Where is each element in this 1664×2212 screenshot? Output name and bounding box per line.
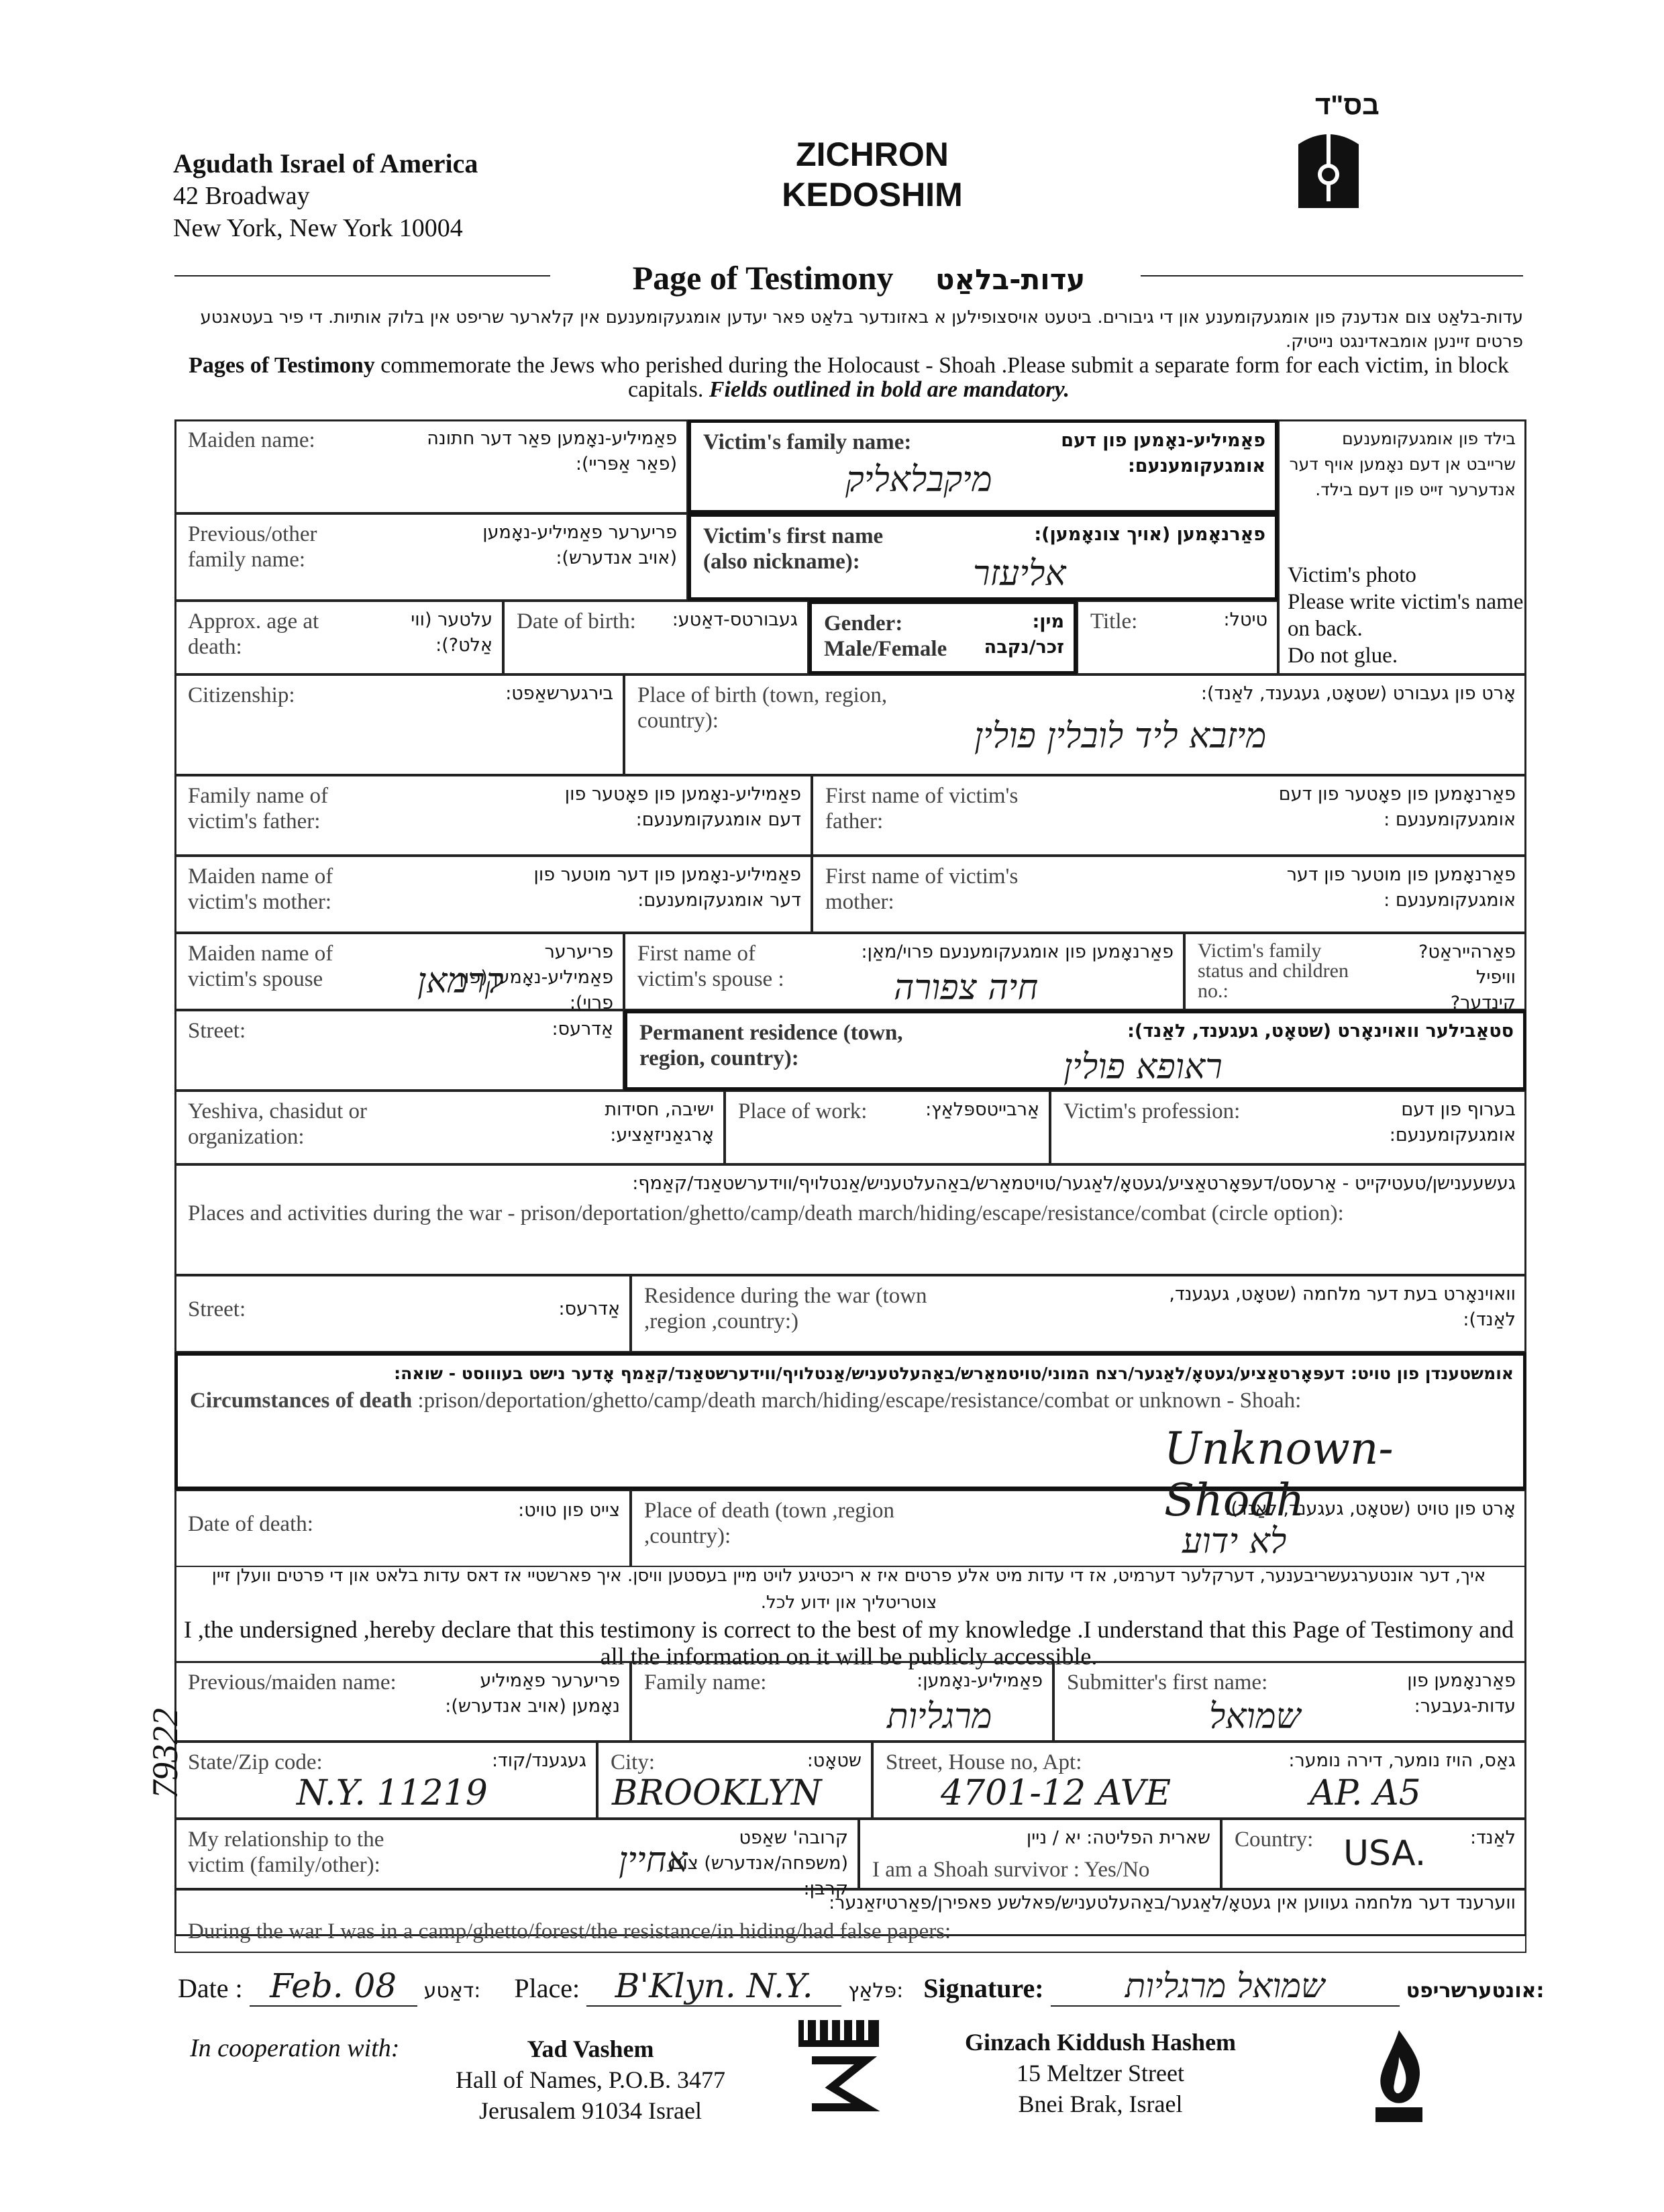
father-first-label-he: פאַרנאָמען פון פאָטער פון דעם אומגעקומענעם :: [1278, 784, 1516, 830]
project-title-line1: ZICHRON: [796, 136, 949, 173]
handwritten-number: 79322: [145, 1708, 185, 1799]
declaration-en: I ,the undersigned ,hereby declare that this testimony is correct to the best of my knowledge .I understand that this Page of Testimony and all the information on it will be publicly accessible.: [183, 1616, 1514, 1670]
submitter-family-label-he: פאַמיליע-נאָמען:: [917, 1670, 1043, 1691]
submitter-prev-label-he: פריערער פאַמיליע נאָמען (אויב אנדערש):: [445, 1670, 620, 1717]
spouse-first-value: חיה צפורה: [894, 968, 1039, 1008]
maiden-name-label: Maiden name:: [188, 428, 315, 452]
yad-vashem-block: [443, 2033, 738, 2126]
cooperation-label: In cooperation with:: [190, 2034, 400, 2062]
date-label-he: דאַטע:: [423, 1979, 481, 2003]
state-zip-label: State/Zip code:: [188, 1750, 323, 1774]
signature-value[interactable]: שמואל מרגליות: [1051, 1966, 1400, 2007]
war-street-field[interactable]: [174, 1275, 631, 1352]
submitter-street-label: Street, House no, Apt:: [886, 1750, 1082, 1774]
submitter-war-field[interactable]: [174, 1889, 1526, 1953]
submitter-war-label: During the war I was in a camp/ghetto/forest/the resistance/in hiding/had false papers:: [188, 1919, 951, 1944]
place-of-work-field[interactable]: [725, 1091, 1050, 1164]
date-label: Date :: [178, 1973, 243, 2003]
state-zip-label-he: געגענד/קוד:: [491, 1750, 586, 1771]
intro-text: [174, 305, 1523, 402]
prev-family-label-he: פריערער פאַמיליע-נאָמען (אויב אנדערש):: [482, 522, 677, 568]
prev-family-label: Previous/other family name:: [188, 522, 317, 572]
relationship-value: אחיין: [619, 1840, 688, 1880]
submitter-street-field[interactable]: [872, 1742, 1526, 1819]
place-value[interactable]: B'Klyn. N.Y.: [586, 1966, 841, 2007]
pob-label-he: אָרט פון געבורט (שטאָט, געגענד, לאַנד):: [1200, 683, 1516, 704]
pob-value: מיזבא ליד לובלין פולין: [974, 716, 1267, 756]
war-street-label-he: אַדרעס:: [558, 1299, 620, 1319]
submitter-prev-name-field[interactable]: [174, 1661, 631, 1742]
spouse-first-name-field[interactable]: [624, 933, 1184, 1010]
country-field[interactable]: [1221, 1819, 1526, 1889]
father-family-name-field[interactable]: [174, 775, 812, 856]
country-value: USA.: [1343, 1833, 1426, 1874]
city-value: BROOKLYN: [612, 1773, 822, 1813]
mother-first-name-field[interactable]: [812, 856, 1526, 933]
place-of-birth-field[interactable]: [624, 674, 1526, 775]
mother-first-label-he: פאַרנאָמען פון מוטער פון דער אומגעקומענעם :: [1286, 864, 1516, 911]
org-address-1: 42 Broadway: [173, 182, 310, 210]
yv-addr-1: Hall of Names, P.O.B. 3477: [456, 2066, 725, 2093]
intro-mandatory: Fields outlined in bold are mandatory.: [709, 377, 1070, 402]
circ-label: [190, 1388, 1518, 1413]
family-status-label-he: פאַרהייראַט? וויפיל קינדער?: [1418, 942, 1516, 1013]
street-label: Street:: [188, 1019, 246, 1043]
city-label: City:: [611, 1750, 656, 1774]
dob-label: Date of birth:: [517, 609, 636, 634]
place-of-death-field[interactable]: [631, 1490, 1526, 1567]
yv-addr-2: Jerusalem 91034 Israel: [479, 2097, 702, 2124]
profession-label-he: בערוף פון דעם אומגעקומענעם:: [1389, 1099, 1516, 1146]
relationship-field[interactable]: [174, 1819, 859, 1899]
first-name-label-he: פאַרנאָמען (אויך צונאָמען):: [1034, 524, 1265, 545]
survivor-field[interactable]: [859, 1819, 1221, 1889]
dod-label: Date of death:: [188, 1512, 313, 1536]
survivor-label: I am a Shoah survivor : Yes/No: [872, 1858, 1150, 1882]
gender-field[interactable]: [809, 601, 1077, 674]
victim-family-label-he: פאַמיליע-נאָמען פון דעם אומגעקומענעם:: [1061, 430, 1265, 476]
title-label: Title:: [1090, 609, 1138, 634]
maiden-name-label-he: פאַמיליע-נאָמען פאַר דער חתונה (פאַר אַפּריי):: [427, 428, 677, 474]
ginzach-block: [953, 2027, 1248, 2119]
submitter-family-value: מרגליות: [887, 1697, 992, 1737]
permanent-residence-field[interactable]: [624, 1010, 1526, 1091]
pod-value: לא ידוע: [1182, 1521, 1287, 1562]
war-street-label: Street:: [188, 1297, 246, 1321]
title-row: [174, 258, 1523, 299]
victim-family-name-field[interactable]: [688, 419, 1278, 513]
father-family-label: Family name of victim's father:: [188, 784, 328, 834]
perm-res-value: ראופא פולין: [1063, 1047, 1223, 1087]
submitter-first-label-he: פאַרנאָמען פון עדות-געבער:: [1407, 1670, 1516, 1717]
title-rule-right: [1141, 275, 1523, 276]
victim-first-name-field[interactable]: [688, 513, 1278, 601]
intro-hebrew: עדות-בלאַט צום אנדענק פון אומגעקומענע און די גיבורים. ביטעט אויסצופילען א באזונדער בלאַט פאר יעדען אומגעקומענעם אין קלארער שריפט אין בלוק אותיות. די פיר בעטאנטע פרטים זיינען אומבאדינגט נייטיק.: [200, 307, 1523, 352]
photo-instructions-en: [1288, 562, 1525, 669]
yeshiva-field[interactable]: [174, 1091, 725, 1164]
submitter-family-name-field[interactable]: [631, 1661, 1053, 1742]
gk-name: Ginzach Kiddush Hashem: [964, 2029, 1237, 2056]
first-name-value: אליעזר: [973, 554, 1066, 594]
submitter-family-label: Family name:: [644, 1670, 767, 1695]
profession-field[interactable]: [1050, 1091, 1526, 1164]
victim-family-value: מיקבלאליק: [845, 460, 992, 500]
work-label: Place of work:: [738, 1099, 868, 1123]
spouse-first-label: First name of victim's spouse :: [637, 942, 784, 991]
mother-maiden-label: Maiden name of victim's mother:: [188, 864, 333, 914]
project-title-line2: KEDOSHIM: [782, 176, 963, 213]
father-first-name-field[interactable]: [812, 775, 1526, 856]
war-places-field[interactable]: [174, 1164, 1526, 1275]
perm-res-label: Permanent residence (town, region, country):: [639, 1021, 903, 1070]
circ-value: Unknown-Shoah: [1164, 1423, 1394, 1526]
country-label: Country:: [1235, 1827, 1314, 1852]
submitter-war-label-he: ווערענד דער מלחמה געווען אין געטאָ/לאַגער/באַהעלטעניש/פאלשע פאפירן/פאַרטיזאַנער:: [829, 1893, 1516, 1913]
profession-label: Victim's profession:: [1063, 1099, 1241, 1123]
declaration-he: איך, דער אונטערגעשריבענער, דערקלער דערמיט, אז די עדות מיט אלע פרטים איז א ריכטיגע לויט מיין בעסטען וויסן. איך פארשטיי אז דאס עדות בלאט און די פרטים וועלן זיין צוטריטליך און ידוע לכל.: [211, 1566, 1486, 1613]
place-label: Place:: [514, 1973, 580, 2003]
signature-label: Signature:: [923, 1973, 1044, 2003]
submitter-prev-label: Previous/maiden name:: [188, 1670, 397, 1695]
signature-row: [178, 1966, 1544, 2007]
ginzach-flame-logo-icon: [1362, 2027, 1436, 2127]
family-status-label: Victim's family status and children no.:: [1198, 940, 1349, 1002]
photo-en-2: Please write victim's name on back.: [1288, 590, 1524, 641]
declaration: [174, 1562, 1523, 1670]
city-field[interactable]: [597, 1742, 872, 1819]
mother-maiden-name-field[interactable]: [174, 856, 812, 933]
page-title: [604, 258, 1114, 297]
circ-label-bold: Circumstances of death: [190, 1389, 413, 1413]
intro-english: [174, 354, 1523, 402]
submitter-first-label: Submitter's first name:: [1067, 1670, 1268, 1695]
intro-body: commemorate the Jews who perished during the Holocaust - Shoah .Please submit a separate form for each victim, in block capitals.: [374, 353, 1509, 402]
victim-family-label: Victim's family name:: [703, 430, 912, 454]
age-at-death-field[interactable]: [174, 601, 503, 674]
father-first-label: First name of victim's father:: [825, 784, 1019, 834]
citizenship-label: Citizenship:: [188, 683, 295, 707]
pob-label: Place of birth (town, region, country):: [637, 683, 888, 733]
title-rule-left: [174, 275, 550, 276]
street-label-he: אַדרעס:: [552, 1019, 613, 1040]
war-places-label-he: געשעענישן/טעטיקייט - אַרעסט/דעפּאָרטאַציע/געטאָ/לאַגער/טויטמאַרש/באַהעלטעניש/אַנטלויף/ווידערשטאַנד/קאַמף:: [632, 1173, 1516, 1194]
spouse-maiden-name-field[interactable]: [174, 933, 624, 1013]
circ-label-rest: :prison/deportation/ghetto/camp/death march/hiding/escape/resistance/combat or unknown - Shoah:: [412, 1389, 1302, 1413]
work-label-he: אַרבייטספּלאַץ:: [925, 1099, 1039, 1120]
date-value[interactable]: Feb. 08: [250, 1966, 417, 2007]
photo-en-3: Do not glue.: [1288, 644, 1398, 668]
victim-photo-box[interactable]: [1278, 419, 1526, 674]
gk-addr-2: Bnei Brak, Israel: [1018, 2091, 1183, 2117]
title-field[interactable]: [1077, 601, 1278, 674]
yv-name: Yad Vashem: [527, 2035, 654, 2062]
war-res-label-he: וואוינאָרט בעת דער מלחמה (שטאָט, געגענד, לאַנד):: [1169, 1284, 1516, 1330]
photo-instructions-he: בילד פון אומגעקומענעם שרייבט אן דעם נאָמען אויף דער אנדערער זייט פון דעם בילד.: [1289, 429, 1516, 499]
yad-vashem-logo-icon: [792, 2013, 886, 2114]
relationship-label: My relationship to the victim (family/other):: [188, 1827, 384, 1877]
submitter-street-label-he: גאַס, הויז נומער, דירה נומער:: [1288, 1750, 1516, 1771]
previous-family-name-field[interactable]: [174, 513, 688, 601]
page-title-he: עדות-בלאַט: [935, 263, 1086, 296]
yeshiva-label-he: ישיבה, חסידות אָרגאַניזאַציע:: [605, 1099, 714, 1146]
pod-label-he: אָרט פון טויט (שטאָט, געגענד, לאַנד):: [1225, 1499, 1516, 1519]
street-field[interactable]: [174, 1010, 624, 1091]
dod-label-he: צייט פון טויט:: [518, 1500, 620, 1521]
signature-label-he: אונטערשריפט:: [1406, 1979, 1545, 2003]
place-label-he: פּלאַץ:: [848, 1979, 904, 2003]
family-status-field[interactable]: [1184, 933, 1526, 1013]
organization-block: [173, 148, 478, 244]
war-res-label: Residence during the war (town ,region ,country:): [644, 1284, 927, 1334]
mother-maiden-label-he: פאַמיליע-נאָמען פון דער מוטער פון דער אומגעקומענעם:: [533, 864, 801, 911]
relationship-label-he: קרובה' שאַפט (משפחה/אנדערש) צום קרבן:: [670, 1827, 848, 1899]
citizenship-field[interactable]: [174, 674, 624, 775]
mother-first-label: First name of victim's mother:: [825, 864, 1019, 914]
bsd-mark: בס"ד: [1315, 91, 1380, 120]
state-zip-value: N.Y. 11219: [297, 1773, 488, 1813]
maiden-name-field[interactable]: [174, 419, 688, 513]
date-of-death-field[interactable]: [174, 1490, 631, 1567]
org-name: Agudath Israel of America: [173, 148, 478, 179]
age-label-he: עלטער (ווי אַלט?):: [411, 609, 492, 656]
submitter-apt-value: AP. A5: [1310, 1773, 1421, 1813]
first-name-label: Victim's first name (also nickname):: [703, 524, 884, 574]
title-label-he: טיטל:: [1223, 609, 1267, 630]
war-places-label: Places and activities during the war - prison/deportation/ghetto/camp/death march/hiding/escape/resistance/combat (circle option):: [188, 1201, 1344, 1225]
country-label-he: לאַנד:: [1469, 1827, 1516, 1848]
page-title-en: Page of Testimony: [632, 259, 894, 297]
state-zip-field[interactable]: [174, 1742, 597, 1819]
yeshiva-label: Yeshiva, chasidut or organization:: [188, 1099, 368, 1149]
war-residence-field[interactable]: [631, 1275, 1526, 1352]
intro-bold: Pages of Testimony: [189, 353, 375, 378]
circ-label-he: אומשטענדן פון טויט: דעפּאָרטאַציע/געטאָ/לאַגער/רצח המוני/טויטמאַרש/באַהעלטעניש/אַנטלויף/ווידערשטאַנד/קאַמף אָדער נישט בעוווסט - שואה:: [394, 1364, 1514, 1383]
father-family-label-he: פאַמיליע-נאָמען פון פאָטער פון דעם אומגעקומענעם:: [564, 784, 801, 830]
age-label: Approx. age at death:: [188, 609, 319, 659]
pod-label: Place of death (town ,region ,country):: [644, 1499, 894, 1548]
gender-label: Gender: Male/Female: [824, 611, 947, 661]
gk-addr-1: 15 Meltzer Street: [1017, 2060, 1184, 2087]
perm-res-label-he: סטאַבילער וואוינאָרט (שטאָט, געגענד, לאַנד):: [1127, 1021, 1514, 1042]
submitter-first-value: שמואל: [1209, 1697, 1301, 1737]
photo-en-1: Victim's photo: [1288, 563, 1416, 587]
citizenship-label-he: בירגערשאַפט:: [505, 683, 613, 704]
date-of-birth-field[interactable]: [503, 601, 809, 674]
spouse-maiden-value: קרמאן: [417, 961, 504, 1001]
submitter-street-value: 4701-12 AVE: [941, 1773, 1172, 1813]
dob-label-he: געבורטס-דאַטע:: [672, 609, 798, 630]
city-label-he: שטאָט:: [807, 1750, 862, 1771]
project-title: [725, 134, 1020, 215]
org-address-2: New York, New York 10004: [173, 214, 463, 242]
submitter-first-name-field[interactable]: [1053, 1661, 1526, 1742]
survivor-label-he: שארית הפליטה: יא / ניין: [1026, 1827, 1210, 1848]
agudath-logo-icon: [1292, 124, 1365, 211]
spouse-maiden-label-he: פריערער פאַמיליע-נאָמען (פון פרוי):: [459, 942, 613, 1013]
spouse-maiden-label: Maiden name of victim's spouse: [188, 942, 333, 991]
gender-label-he: מין: זכר/נקבה: [984, 611, 1064, 658]
spouse-first-label-he: פאַרנאָמען פון אומגעקומענעם פרוי/מאַן:: [861, 942, 1174, 962]
